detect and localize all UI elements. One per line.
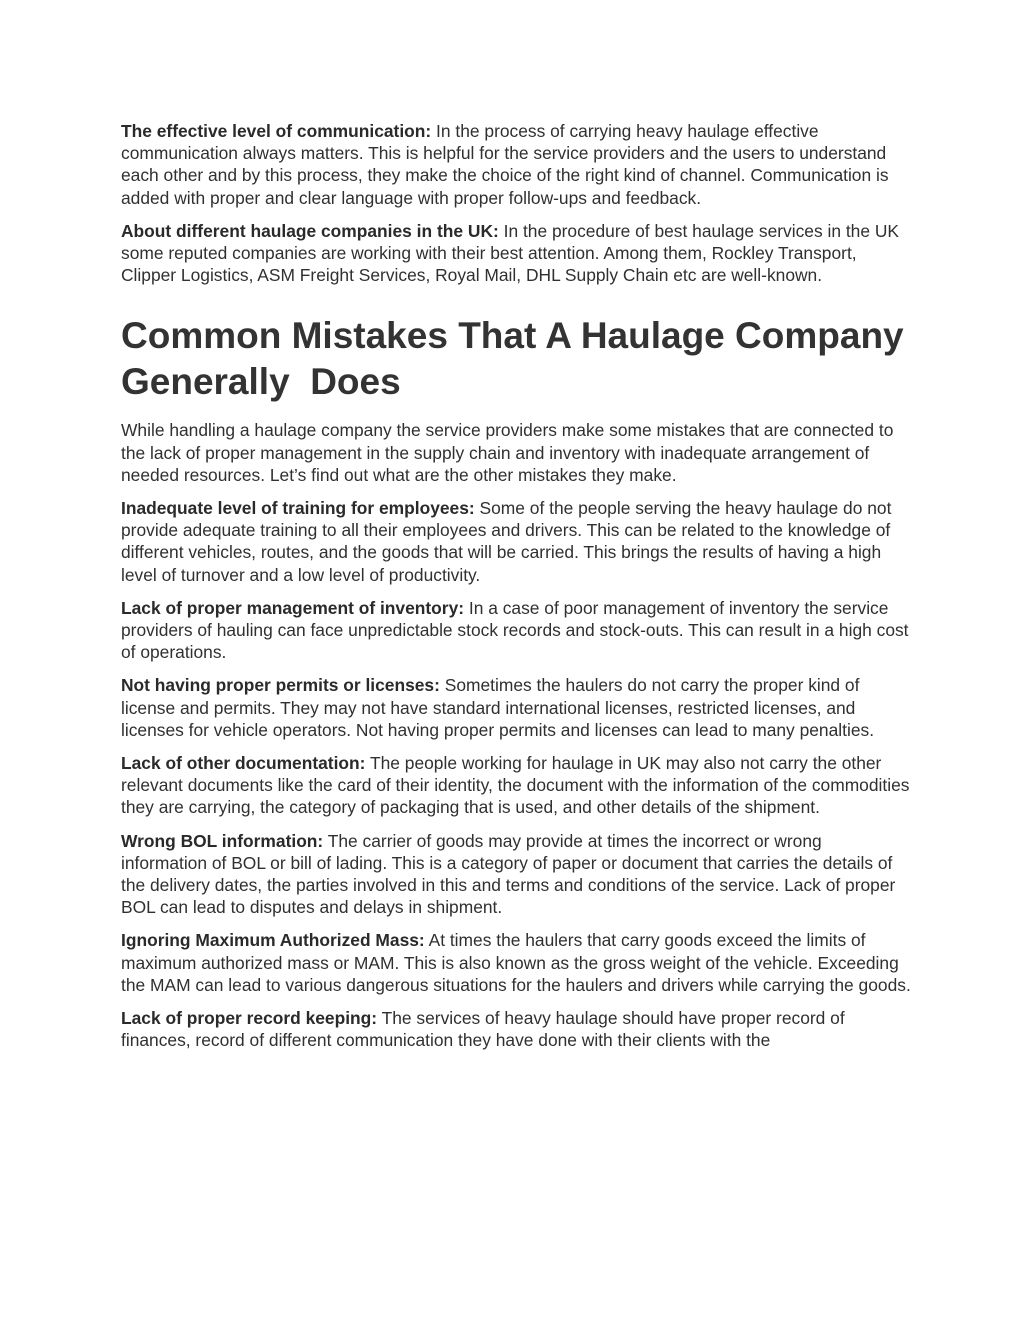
- paragraph-text: The services of heavy haulage should have proper record of finances, record of different communication they have done with their clients with the: [121, 1008, 845, 1051]
- paragraph-documentation: [121, 752, 911, 819]
- paragraph-text: In the procedure of best haulage services in the UK some reputed companies are working with their best attention. Among them, Rockley Transport, Clipper Logistics, ASM Freight Services, Royal Mail, DHL Supply Chain etc are well-known.: [121, 220, 900, 286]
- paragraph-label: Lack of proper record keeping:: [121, 1008, 378, 1029]
- paragraph-mam: [121, 929, 911, 996]
- paragraph-text: The carrier of goods may provide at times the incorrect or wrong information of BOL or bill of lading. This is a category of paper or document that carries the details of the delivery dates, the parties involved in this and terms and conditions of the service. Lack of proper BOL can lead to disputes and delays in shipment.: [121, 830, 896, 918]
- section-heading: Common Mistakes That A Haulage Company Generally Does: [121, 315, 914, 403]
- paragraph-label: The effective level of communication:: [121, 121, 432, 141]
- paragraph-communication: [121, 120, 911, 209]
- paragraph-label: Wrong BOL information:: [121, 830, 324, 851]
- paragraph-label: Inadequate level of training for employees:: [121, 498, 475, 519]
- section-lead-paragraph: While handling a haulage company the service providers make some mistakes that are connected to the lack of proper management in the supply chain and inventory with inadequate arrangement of needed resources. Let’s find out what are the other mistakes they make.: [121, 420, 894, 485]
- paragraph-permits: [121, 674, 911, 741]
- paragraph-label: Lack of other documentation:: [121, 753, 366, 774]
- paragraph-uk-companies: [121, 220, 911, 287]
- paragraph-text: Some of the people serving the heavy haulage do not provide adequate training to all their employees and drivers. This can be related to the knowledge of different vehicles, routes, and the goods that will be carried. This brings the results of having a high level of turnover and a low level of productivity.: [121, 498, 892, 585]
- paragraph-label: Ignoring Maximum Authorized Mass:: [121, 930, 425, 951]
- paragraph-bol: [121, 830, 911, 919]
- paragraph-training: [121, 497, 911, 586]
- paragraph-text: In the process of carrying heavy haulage effective communication always matters. This is helpful for the service providers and the users to understand each other and by this process, they make the choice of the right kind of channel. Communication is added with proper and clear language with proper follow-ups and feedback.: [121, 121, 889, 208]
- paragraph-label: Lack of proper management of inventory:: [121, 597, 465, 618]
- document-page: [121, 120, 914, 1063]
- paragraph-text: In a case of poor management of inventory the service providers of hauling can face unpredictable stock records and stock-outs. This can result in a high cost of operations.: [121, 597, 909, 663]
- paragraph-text: Sometimes the haulers do not carry the proper kind of license and permits. They may not have standard international licenses, restricted licenses, and licenses for vehicle operators. Not having proper permits and licenses can lead to many penalties.: [121, 675, 875, 740]
- paragraph-text: The people working for haulage in UK may also not carry the other relevant documents like the card of their identity, the document with the information of the commodities they are carrying, the category of packaging that is used, and other details of the shipment.: [121, 753, 910, 818]
- paragraph-label: About different haulage companies in the UK:: [121, 220, 499, 241]
- paragraph-record-keeping: [121, 1007, 911, 1051]
- paragraph-inventory: [121, 597, 911, 664]
- paragraph-label: Not having proper permits or licenses:: [121, 675, 440, 696]
- paragraph-text: At times the haulers that carry goods exceed the limits of maximum authorized mass or MAM. This is also known as the gross weight of the vehicle. Exceeding the MAM can lead to various dangerous situations for the haulers and drivers while carrying the goods.: [121, 930, 911, 995]
